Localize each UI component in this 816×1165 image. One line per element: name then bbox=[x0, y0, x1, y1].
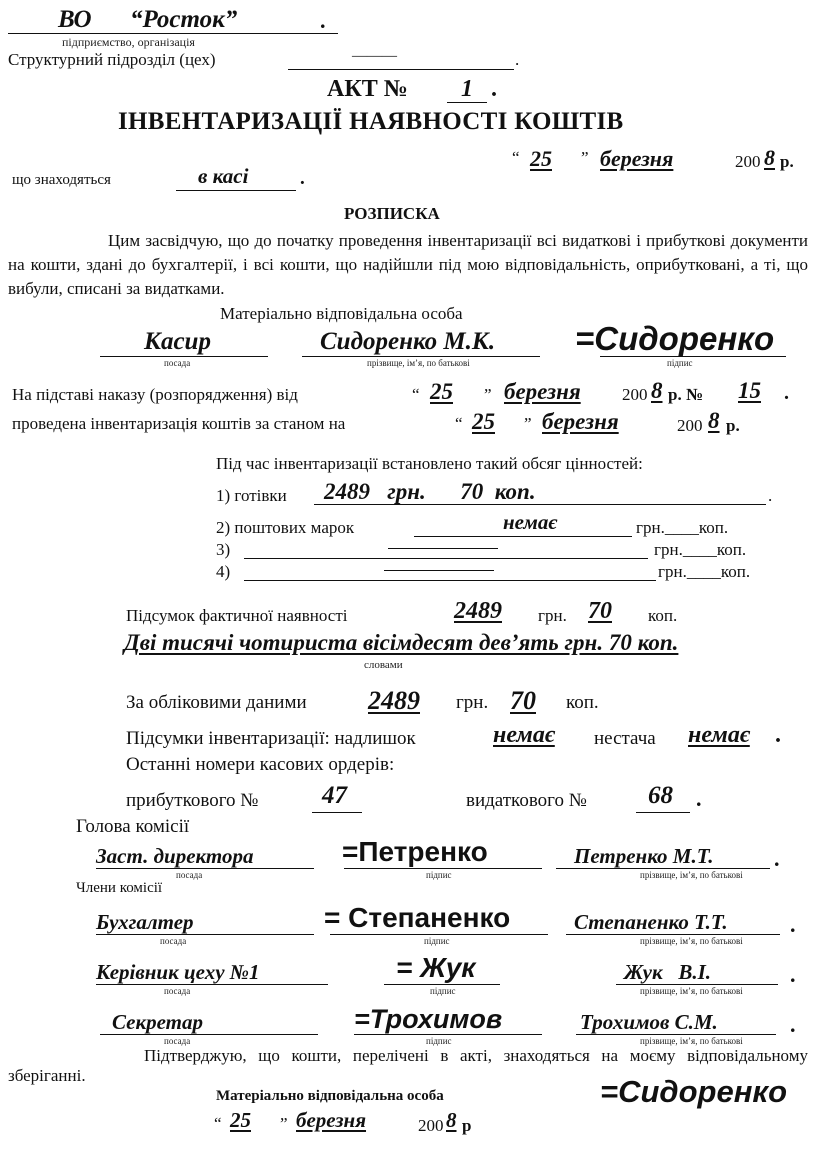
member3-signature-caption: підпис bbox=[426, 1036, 452, 1046]
income-label: прибуткового № bbox=[126, 790, 259, 811]
member3-name-caption: прізвище, ім’я, по батькові bbox=[640, 1036, 743, 1046]
records-uah: 2489 bbox=[368, 686, 420, 715]
expense-line bbox=[636, 812, 690, 813]
results-label: Підсумки інвентаризації: надлишок bbox=[126, 728, 416, 749]
unit-label: Структурний підрозділ (цех) bbox=[8, 50, 216, 69]
receipt-position: Касир bbox=[144, 328, 211, 355]
order-year-prefix: 200 bbox=[622, 385, 648, 404]
receipt-position-line bbox=[100, 356, 268, 357]
records-kop: 70 bbox=[510, 686, 536, 715]
stamps-value: немає bbox=[503, 510, 558, 534]
unit-dash: ——— bbox=[352, 48, 397, 64]
confirmation-signature: =Сидоренко bbox=[600, 1074, 788, 1109]
records-label: За обліковими даними bbox=[126, 692, 307, 713]
act-date-open-quote: “ bbox=[512, 148, 520, 167]
state-open-quote: “ bbox=[455, 414, 463, 433]
unit-dot: . bbox=[515, 50, 520, 69]
member3-name: Трохимов С.М. bbox=[580, 1010, 718, 1034]
records-kop-unit: коп. bbox=[566, 692, 599, 713]
stamps-units: грн.____коп. bbox=[636, 518, 729, 537]
head-name-caption: прізвище, ім’я, по батькові bbox=[640, 870, 743, 880]
expense-label: видаткового № bbox=[466, 790, 587, 811]
head-position: Заст. директора bbox=[96, 844, 254, 868]
actual-kop: 70 bbox=[588, 598, 612, 624]
member1-name-caption: прізвище, ім’я, по батькові bbox=[640, 936, 743, 946]
receipt-text: Цим засвідчую, що до початку проведення інвентаризації всі видаткові і прибуткові документи на кошти, здані до бухгалтерії, і всі кошти, що надійшли під мою відповідальність, оприбутковані, а ті, що вибули, списані за видатками. bbox=[8, 231, 808, 298]
order-close-quote: ” bbox=[484, 385, 492, 404]
receipt-position-caption: посада bbox=[164, 358, 191, 368]
surplus-value: немає bbox=[493, 722, 555, 748]
act-date-year-digit: 8 bbox=[764, 145, 775, 170]
order-day: 25 bbox=[430, 379, 453, 404]
act-date-year-suffix: р. bbox=[780, 152, 794, 171]
records-uah-unit: грн. bbox=[456, 692, 489, 713]
order-label: На підставі наказу (розпорядження) від bbox=[12, 385, 298, 404]
act-date-month: березня bbox=[600, 146, 674, 171]
actual-uah-unit: грн. bbox=[538, 606, 567, 625]
org-caption: підприємство, організація bbox=[62, 35, 195, 49]
cash-value: 2489 грн. 70 коп. bbox=[324, 479, 536, 504]
row3-line bbox=[244, 558, 648, 559]
stamps-line bbox=[414, 536, 632, 537]
confirmation-month: березня bbox=[296, 1108, 367, 1132]
last-numbers-label: Останні номери касових ордерів: bbox=[126, 754, 395, 775]
member1-position: Бухгалтер bbox=[96, 910, 194, 934]
head-position-caption: посада bbox=[176, 870, 203, 880]
member2-signature-line bbox=[384, 984, 500, 985]
cash-dot: . bbox=[768, 486, 773, 505]
row4-line bbox=[244, 580, 656, 581]
member1-signature-line bbox=[330, 934, 548, 935]
member2-position-caption: посада bbox=[164, 986, 191, 996]
member1-signature-caption: підпис bbox=[424, 936, 450, 946]
confirmation-day: 25 bbox=[230, 1108, 251, 1132]
order-year-digit: 8 bbox=[651, 378, 663, 403]
head-signature-caption: підпис bbox=[426, 870, 452, 880]
cash-label: 1) готівки bbox=[216, 486, 287, 505]
total-in-words-caption: словами bbox=[364, 659, 403, 671]
act-title: ІНВЕНТАРИЗАЦІЇ НАЯВНОСТІ КОШТІВ bbox=[118, 108, 624, 135]
member2-signature-caption: підпис bbox=[430, 986, 456, 996]
receipt-signature: =Сидоренко bbox=[575, 320, 775, 357]
state-month: березня bbox=[542, 409, 619, 434]
member2-position: Керівник цеху №1 bbox=[96, 960, 260, 984]
member1-dot: . bbox=[790, 912, 796, 937]
income-line bbox=[312, 812, 362, 813]
state-label: проведена інвентаризація коштів за станом на bbox=[12, 414, 346, 433]
org-dot: . bbox=[320, 8, 326, 33]
head-signature: =Петренко bbox=[342, 836, 488, 867]
commission-members-label: Члени комісії bbox=[76, 880, 163, 896]
state-year-digit: 8 bbox=[708, 408, 720, 433]
row3-units: грн.____коп. bbox=[654, 540, 747, 559]
org-name-quoted: “Росток” bbox=[130, 6, 238, 33]
head-name: Петренко М.Т. bbox=[574, 844, 714, 868]
state-year-prefix: 200 bbox=[677, 416, 703, 435]
confirmation-close-quote: ” bbox=[280, 1114, 288, 1133]
state-day: 25 bbox=[472, 409, 495, 434]
row4-label: 4) bbox=[216, 562, 231, 581]
member2-name-caption: прізвище, ім’я, по батькові bbox=[640, 986, 743, 996]
member3-dot: . bbox=[790, 1012, 796, 1037]
act-label: АКТ № bbox=[327, 76, 408, 102]
member1-signature: = Степаненко bbox=[324, 902, 511, 933]
receipt-title: РОЗПИСКА bbox=[344, 204, 440, 223]
act-dot: . bbox=[491, 76, 497, 102]
row4-units: грн.____коп. bbox=[658, 562, 751, 581]
receipt-name-caption: прізвище, ім’я, по батькові bbox=[367, 358, 470, 368]
state-close-quote: ” bbox=[524, 414, 532, 433]
state-year-suffix: р. bbox=[726, 416, 740, 435]
member2-name: Жук В.І. bbox=[624, 960, 712, 984]
location-label: що знаходяться bbox=[12, 172, 111, 188]
location-line bbox=[176, 190, 296, 191]
order-dot: . bbox=[784, 382, 789, 404]
values-intro: Під час інвентаризації встановлено такий обсяг цінностей: bbox=[216, 454, 643, 473]
receipt-signature-caption: підпис bbox=[667, 358, 693, 368]
member3-position-caption: посада bbox=[164, 1036, 191, 1046]
location-dot: . bbox=[300, 168, 305, 189]
location-value: в касі bbox=[198, 164, 249, 188]
receipt-responsible-label: Матеріально відповідальна особа bbox=[220, 304, 463, 323]
shortage-label: нестача bbox=[594, 728, 656, 749]
org-name: ВО bbox=[58, 6, 92, 33]
receipt-name-line bbox=[302, 356, 540, 357]
results-dot: . bbox=[775, 722, 781, 748]
shortage-value: немає bbox=[688, 722, 750, 748]
receipt-name: Сидоренко М.К. bbox=[320, 328, 496, 355]
act-number: 1 bbox=[461, 76, 473, 102]
actual-kop-unit: коп. bbox=[648, 606, 678, 625]
total-in-words: Дві тисячі чотириста вісімдесят дев’ять грн. 70 коп. bbox=[124, 630, 679, 655]
expense-dot: . bbox=[696, 786, 702, 811]
confirmation-year-prefix: 200 bbox=[418, 1116, 444, 1135]
order-open-quote: “ bbox=[412, 385, 420, 404]
member3-signature: =Трохимов bbox=[354, 1004, 503, 1034]
act-date-year-prefix: 200 bbox=[735, 152, 761, 171]
act-date-day: 25 bbox=[530, 146, 552, 171]
member1-position-caption: посада bbox=[160, 936, 187, 946]
commission-head-label: Голова комісії bbox=[76, 816, 190, 837]
row4-dash bbox=[384, 570, 494, 571]
act-date-close-quote: ” bbox=[581, 148, 589, 167]
row3-dash bbox=[388, 548, 498, 549]
head-signature-line bbox=[344, 868, 542, 869]
income-number: 47 bbox=[322, 782, 347, 809]
actual-uah: 2489 bbox=[454, 598, 502, 624]
actual-label: Підсумок фактичної наявності bbox=[126, 606, 348, 625]
member3-position: Секретар bbox=[112, 1010, 203, 1034]
member1-name: Степаненко Т.Т. bbox=[574, 910, 728, 934]
confirmation-year-suffix: р bbox=[462, 1116, 472, 1135]
confirmation-responsible-label: Матеріально відповідальна особа bbox=[216, 1088, 444, 1104]
confirmation-open-quote: “ bbox=[214, 1114, 222, 1133]
member2-signature: = Жук bbox=[396, 952, 476, 983]
order-year-suffix: р. № bbox=[668, 385, 704, 404]
head-dot: . bbox=[774, 846, 780, 871]
confirmation-text: Підтверджую, що кошти, перелічені в акті, знаходяться на моєму відповідальному зберіганні. bbox=[8, 1046, 808, 1085]
expense-number: 68 bbox=[648, 782, 673, 809]
unit-line bbox=[288, 69, 514, 70]
member2-dot: . bbox=[790, 962, 796, 987]
order-month: березня bbox=[504, 379, 581, 404]
row3-label: 3) bbox=[216, 540, 231, 559]
confirmation-year-digit: 8 bbox=[446, 1108, 457, 1132]
stamps-label: 2) поштових марок bbox=[216, 518, 355, 537]
order-number: 15 bbox=[738, 378, 761, 403]
